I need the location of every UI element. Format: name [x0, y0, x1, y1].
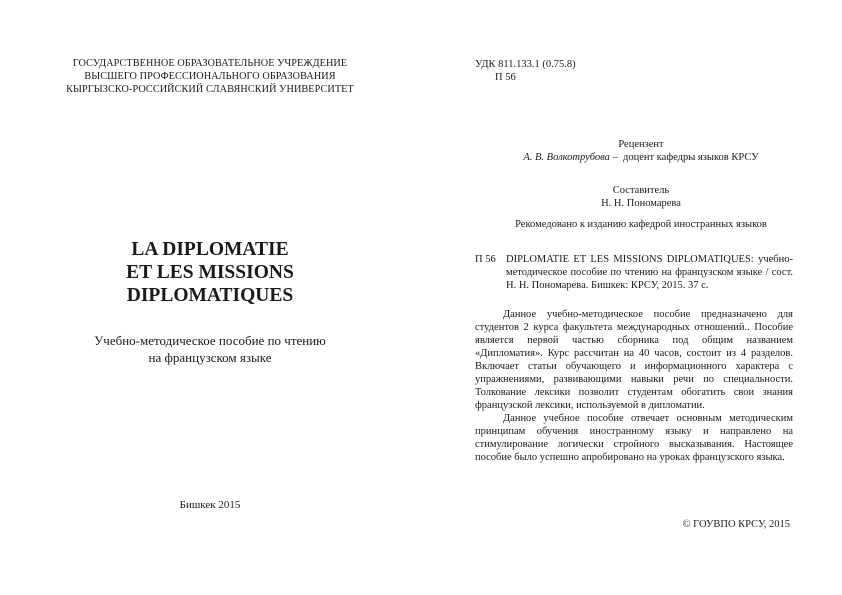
catalog-entry — [475, 253, 793, 292]
city-year: Бишкек 2015 — [179, 499, 241, 511]
book-title — [40, 238, 380, 307]
catalog-description: DIPLOMATIE ET LES MISSIONS DIPLOMATIQUES: учебно-методическое пособие по чтению на французском языке / сост. Н. Н. Пономарева. Бишкек: КРСУ, 2015. 37 с. — [506, 254, 793, 291]
title-line-1: LA DIPLOMATIE — [131, 239, 289, 260]
institution-line-2: ВЫСШЕГО ПРОФЕССИОНАЛЬНОГО ОБРАЗОВАНИЯ — [84, 71, 336, 82]
title-line-2: ET LES MISSIONS — [126, 262, 294, 283]
compiler-label: Составитель — [612, 185, 670, 196]
reviewer-name: А. В. Волкотрубова – — [523, 152, 618, 163]
copyright: © ГОУВПО КРСУ, 2015 — [682, 519, 790, 530]
compiler-block — [451, 184, 831, 210]
author-mark: П 56 — [495, 72, 516, 83]
reviewer-line — [451, 151, 831, 164]
udk-block — [475, 58, 576, 84]
reviewer-position: доцент кафедры языков КРСУ — [617, 152, 759, 163]
reviewer-label: Рецензент — [618, 139, 664, 150]
institution-line-1: ГОСУДАРСТВЕННОЕ ОБРАЗОВАТЕЛЬНОЕ УЧРЕЖДЕНИЕ — [72, 58, 348, 69]
subtitle-line-2: на французском языке — [148, 350, 272, 365]
title-line-3: DIPLOMATIQUES — [126, 285, 294, 306]
subtitle-line-1: Учебно-методическое пособие по чтению — [94, 333, 326, 348]
right-page — [421, 0, 842, 595]
recommendation-line: Рекомедовано к изданию кафедрой иностранных языков — [515, 219, 767, 230]
annotation — [475, 308, 793, 464]
institution-header — [50, 57, 370, 96]
annotation-paragraph-1: Данное учебно-методическое пособие предназначено для студентов 2 курса факультета международных отношений.. Пособие является первой частью сборника под общим названием «Дипломатия». Курс рассчитан на 40 часов, состоит из 4 разделов. Включает статьи обучающего и информационного характера с упражнениями, развивающими навыки речи по специальности. Толкование лексики позволит студентам обогатить свои знания французской лексики, используемой в дипломатии. — [475, 309, 793, 411]
catalog-code: П 56 — [475, 254, 496, 265]
institution-line-3: КЫРГЫЗСКО-РОССИЙСКИЙ СЛАВЯНСКИЙ УНИВЕРСИТЕТ — [66, 84, 354, 95]
book-subtitle — [40, 332, 380, 366]
annotation-paragraph-2: Данное учебное пособие отвечает основным методическим принципам обучения иностранному языку и направлено на стимулирование логически стройного высказывания. Настоящее пособие было успешно апробировано на уроках французского языка. — [475, 413, 793, 463]
reviewer-block — [451, 138, 831, 164]
udk-code: УДК 811.133.1 (0.75.8) — [475, 59, 576, 70]
compiler-name: Н. Н. Пономарева — [601, 198, 681, 209]
